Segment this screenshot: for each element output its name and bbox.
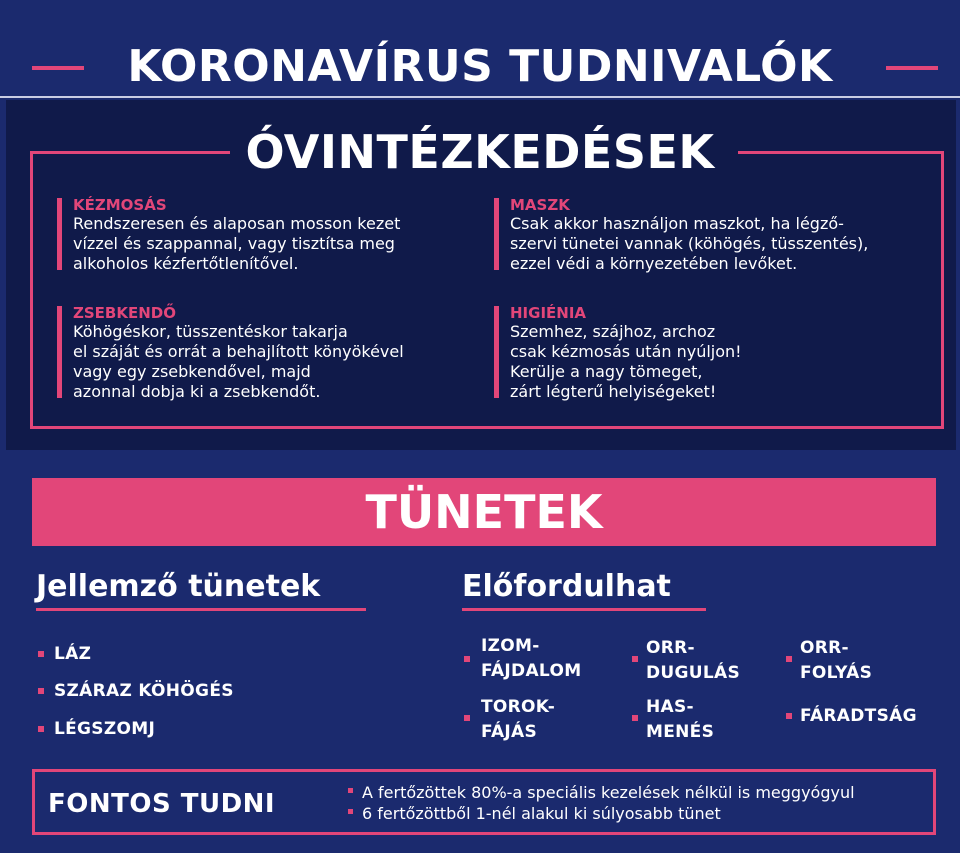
typical-heading-underline	[36, 608, 366, 611]
precaution-heading: HIGIÉNIA	[510, 304, 587, 322]
symptoms-banner: TÜNETEK	[32, 478, 936, 546]
bullet-icon	[38, 726, 44, 732]
bullet-icon	[38, 688, 44, 694]
important-note: 6 fertőzöttből 1-nél alakul ki súlyosabb tünet	[362, 804, 721, 823]
typical-symptoms-heading: Jellemző tünetek	[36, 569, 321, 604]
precaution-bar	[494, 198, 499, 270]
frame-right	[941, 151, 944, 429]
symptom-runny-nose: ORR- FOLYÁS	[800, 638, 873, 683]
title-decor-line-right	[886, 66, 938, 70]
precaution-heading: ZSEBKENDŐ	[73, 304, 176, 322]
precaution-heading: MASZK	[510, 196, 570, 214]
bullet-icon	[464, 715, 470, 721]
symptom-fatigue: FÁRADTSÁG	[800, 706, 917, 726]
header-divider	[0, 96, 960, 98]
frame-bottom	[30, 426, 944, 429]
bullet-icon	[632, 656, 638, 662]
precaution-text: Szemhez, szájhoz, archoz csak kézmosás után nyúljon! Kerülje a nagy tömeget, zárt légterű helyiségeket!	[510, 322, 742, 401]
precaution-bar	[57, 306, 62, 398]
symptom-fever: LÁZ	[54, 644, 92, 664]
symptom-dry-cough: SZÁRAZ KÖHÖGÉS	[54, 681, 234, 701]
frame-left	[30, 151, 33, 429]
precaution-text: Csak akkor használjon maszkot, ha légző- szervi tünetei vannak (köhögés, tüsszentés), ezzel védi a környezetében levőket.	[510, 214, 869, 273]
symptom-nasal-congestion: ORR- DUGULÁS	[646, 638, 741, 683]
bullet-icon	[786, 713, 792, 719]
symptom-shortness-of-breath: LÉGSZOMJ	[54, 719, 156, 739]
bullet-icon	[348, 788, 353, 793]
important-title: FONTOS TUDNI	[48, 789, 276, 819]
symptom-muscle-pain: IZOM- FÁJDALOM	[481, 636, 582, 681]
important-note: A fertőzöttek 80%-a speciális kezelések nélkül is meggyógyul	[362, 783, 855, 802]
bullet-icon	[786, 656, 792, 662]
page-title: KORONAVÍRUS TUDNIVALÓK	[127, 41, 833, 92]
precautions-title: ÓVINTÉZKEDÉSEK	[245, 125, 715, 179]
bullet-icon	[38, 651, 44, 657]
precaution-heading: KÉZMOSÁS	[73, 196, 167, 214]
precaution-bar	[57, 198, 62, 270]
bullet-icon	[464, 656, 470, 662]
possible-heading-underline	[462, 608, 706, 611]
precaution-text: Rendszeresen és alaposan mosson kezet vízzel és szappannal, vagy tisztítsa meg alkoholos kézfertőtlenítővel.	[73, 214, 401, 273]
symptom-diarrhea: HAS- MENÉS	[646, 697, 715, 742]
bullet-icon	[348, 809, 353, 814]
bullet-icon	[632, 715, 638, 721]
precaution-text: Köhögéskor, tüsszentéskor takarja el száját és orrát a behajlított könyökével vagy egy zsebkendővel, majd azonnal dobja ki a zsebkendőt.	[73, 322, 404, 401]
possible-symptoms-heading: Előfordulhat	[462, 569, 671, 604]
symptom-sore-throat: TOROK- FÁJÁS	[481, 697, 556, 742]
precaution-bar	[494, 306, 499, 398]
